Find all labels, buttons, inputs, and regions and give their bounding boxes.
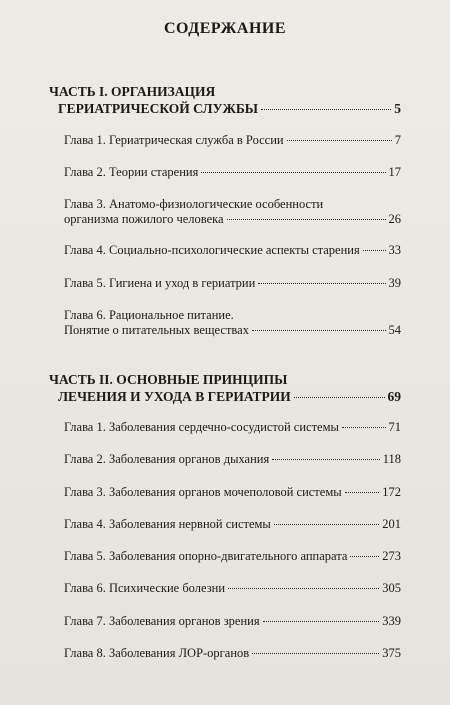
part-title-row bbox=[49, 100, 401, 117]
toc-chapter bbox=[64, 614, 401, 629]
chapter-title: Глава 5. Заболевания опорно-двигательного аппарата bbox=[64, 549, 348, 563]
dot-leader bbox=[274, 523, 379, 525]
page-number: 273 bbox=[382, 549, 401, 563]
toc-chapter bbox=[64, 420, 401, 435]
toc-chapter bbox=[64, 646, 401, 661]
page-number: 172 bbox=[382, 485, 401, 499]
dot-leader bbox=[228, 587, 379, 589]
chapter-title-line-2: Понятие о питательных веществах bbox=[64, 323, 249, 337]
page-number: 305 bbox=[382, 581, 401, 595]
part-title-line-1: ЧАСТЬ I. ОРГАНИЗАЦИЯ bbox=[49, 84, 216, 99]
toc-part-2 bbox=[49, 371, 401, 405]
chapter-title-line-2: организма пожилого человека bbox=[64, 212, 224, 226]
dot-leader bbox=[363, 249, 386, 251]
dot-leader bbox=[261, 108, 391, 110]
chapter-title: Глава 1. Заболевания сердечно-сосудистой системы bbox=[64, 420, 339, 434]
chapter-title-line-1: Глава 3. Анатомо-физиологические особенности bbox=[64, 197, 324, 211]
part-title-line-2: ЛЕЧЕНИЯ И УХОДА В ГЕРИАТРИИ bbox=[58, 389, 291, 404]
part-title-line-1: ЧАСТЬ II. ОСНОВНЫЕ ПРИНЦИПЫ bbox=[49, 372, 288, 387]
chapter-title: Глава 2. Теории старения bbox=[64, 165, 199, 179]
chapter-title: Глава 1. Гериатрическая служба в России bbox=[64, 133, 284, 147]
dot-leader bbox=[342, 426, 386, 428]
toc-part-1 bbox=[49, 83, 401, 117]
page-number: 375 bbox=[382, 646, 401, 660]
part-title-row bbox=[49, 388, 401, 405]
page-number: 5 bbox=[394, 101, 401, 116]
toc-chapter bbox=[64, 485, 401, 500]
page-number: 69 bbox=[387, 389, 401, 404]
toc-chapter bbox=[64, 165, 401, 180]
chapter-title: Глава 4. Заболевания нервной системы bbox=[64, 517, 271, 531]
chapter-title: Глава 7. Заболевания органов зрения bbox=[64, 614, 260, 628]
toc-chapter bbox=[64, 517, 401, 532]
chapter-title: Глава 2. Заболевания органов дыхания bbox=[64, 452, 270, 466]
page-number: 39 bbox=[388, 276, 401, 290]
page-number: 54 bbox=[388, 323, 401, 337]
toc-chapter bbox=[64, 276, 401, 291]
toc-chapter bbox=[64, 452, 401, 467]
page-number: 118 bbox=[382, 452, 401, 466]
chapter-title: Глава 4. Социально-психологические аспекты старения bbox=[64, 243, 360, 257]
toc-chapter bbox=[64, 243, 401, 258]
page-number: 33 bbox=[388, 243, 401, 257]
toc-chapter bbox=[64, 549, 401, 564]
dot-leader bbox=[258, 282, 385, 284]
part-title-line-2: ГЕРИАТРИЧЕСКОЙ СЛУЖБЫ bbox=[58, 101, 259, 116]
page-number: 26 bbox=[388, 212, 401, 226]
page-number: 201 bbox=[382, 517, 401, 531]
dot-leader bbox=[252, 329, 386, 331]
chapter-title: Глава 6. Психические болезни bbox=[64, 581, 226, 595]
chapter-title: Глава 3. Заболевания органов мочеполовой системы bbox=[64, 485, 342, 499]
dot-leader bbox=[263, 620, 380, 622]
dot-leader bbox=[294, 396, 385, 398]
dot-leader bbox=[227, 218, 386, 220]
dot-leader bbox=[287, 139, 392, 141]
page-number: 17 bbox=[388, 165, 401, 179]
dot-leader bbox=[345, 491, 380, 493]
dot-leader bbox=[350, 555, 379, 557]
dot-leader bbox=[252, 652, 379, 654]
page-number: 339 bbox=[382, 614, 401, 628]
page-number: 71 bbox=[388, 420, 401, 434]
dot-leader bbox=[272, 458, 379, 460]
chapter-title-line-1: Глава 6. Рациональное питание. bbox=[64, 308, 234, 322]
chapter-title: Глава 5. Гигиена и уход в гериатрии bbox=[64, 276, 256, 290]
page-number: 7 bbox=[394, 133, 401, 147]
dot-leader bbox=[201, 171, 385, 173]
page-title: СОДЕРЖАНИЕ bbox=[163, 20, 287, 37]
chapter-title: Глава 8. Заболевания ЛОР-органов bbox=[64, 646, 250, 660]
toc-chapter bbox=[64, 308, 401, 338]
toc-chapter bbox=[64, 581, 401, 596]
toc-chapter bbox=[64, 133, 401, 148]
toc-chapter bbox=[64, 197, 401, 227]
